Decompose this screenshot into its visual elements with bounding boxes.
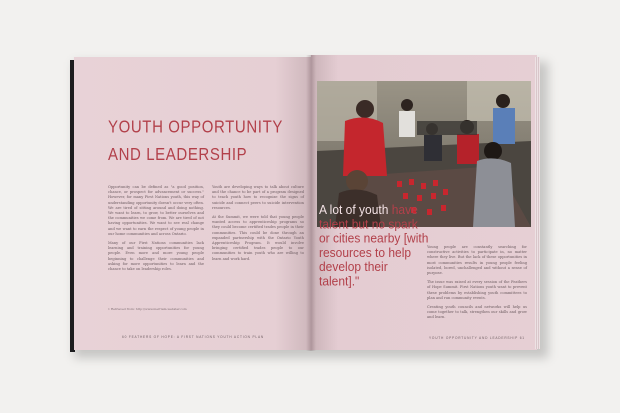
left-column-1 <box>108 185 204 276</box>
paragraph: Creating youth councils and networks will help us come together to talk, strengthen our skills and grow and learn. <box>427 305 527 320</box>
pull-quote-lead: A lot of youth <box>319 201 389 218</box>
page-footer-left: 60 FEATHERS OF HOPE: A FIRST NATIONS YOUTH ACTION PLAN <box>122 335 264 339</box>
pull-quote-text: have talent but no spark or cities nearby [with resources to help develop their talent]." <box>319 201 429 289</box>
title-line-2: AND LEADERSHIP <box>108 145 248 165</box>
book-gutter <box>306 55 316 351</box>
right-page <box>311 55 537 350</box>
paragraph: Youth are developing ways to talk about culture and the chance to be part of a program designed to teach youth how to recognize the signs of suicide and connect peers to suicide intervention resources. <box>212 185 304 210</box>
footnote: 1 Retrieved from: http://www.merriam-webster.com <box>108 307 187 311</box>
paragraph: Young people are constantly searching for constructive activities to participate in, no matter where they live. But the lack of these opportunities in most communities results in young people feeling isolated, bored, unchallenged and without a sense of purpose. <box>427 245 527 276</box>
right-column <box>427 245 527 325</box>
paragraph: The issue was raised at every session of the Feathers of Hope Summit. First Nations youth want to prevent these problems by establishing youth committees to plan and run community events. <box>427 280 527 300</box>
page-title <box>108 114 283 169</box>
left-column-2 <box>212 185 304 266</box>
paragraph: Many of our First Nations communities lack learning and training opportunities for young people. Even more and more young people beginning to challenge their communities and asking for more opportunities to learn and the chance to take on leadership roles. <box>108 241 204 272</box>
page-footer-right: YOUTH OPPORTUNITY AND LEADERSHIP 61 <box>429 336 525 340</box>
page-block-edge <box>535 57 540 349</box>
paragraph: Opportunity can be defined as "a good position, chance, or prospect for advancement or success." However, for many First Nations youth, this way of understanding opportunity doesn't occur very often. We are tired of sitting around and doing nothing. We want to learn, to grow, to better ourselves and the communities we come from. We are tired of not having opportunities. We want to see real change and we want to earn the respect of young people in our home communities and across Ontario. <box>108 185 204 236</box>
paragraph: At the Summit, we were told that young people wanted access to apprenticeship programs so they could become certified trades people in their communities. This could be done through an expanded partnership with the Ontario Youth Apprenticeship Program. It would involve bringing certified trades people to our communities to train youth who are willing to learn and work hard. <box>212 215 304 261</box>
left-page <box>74 57 311 350</box>
title-line-1: YOUTH OPPORTUNITY <box>108 117 283 137</box>
pull-quote <box>319 203 429 289</box>
